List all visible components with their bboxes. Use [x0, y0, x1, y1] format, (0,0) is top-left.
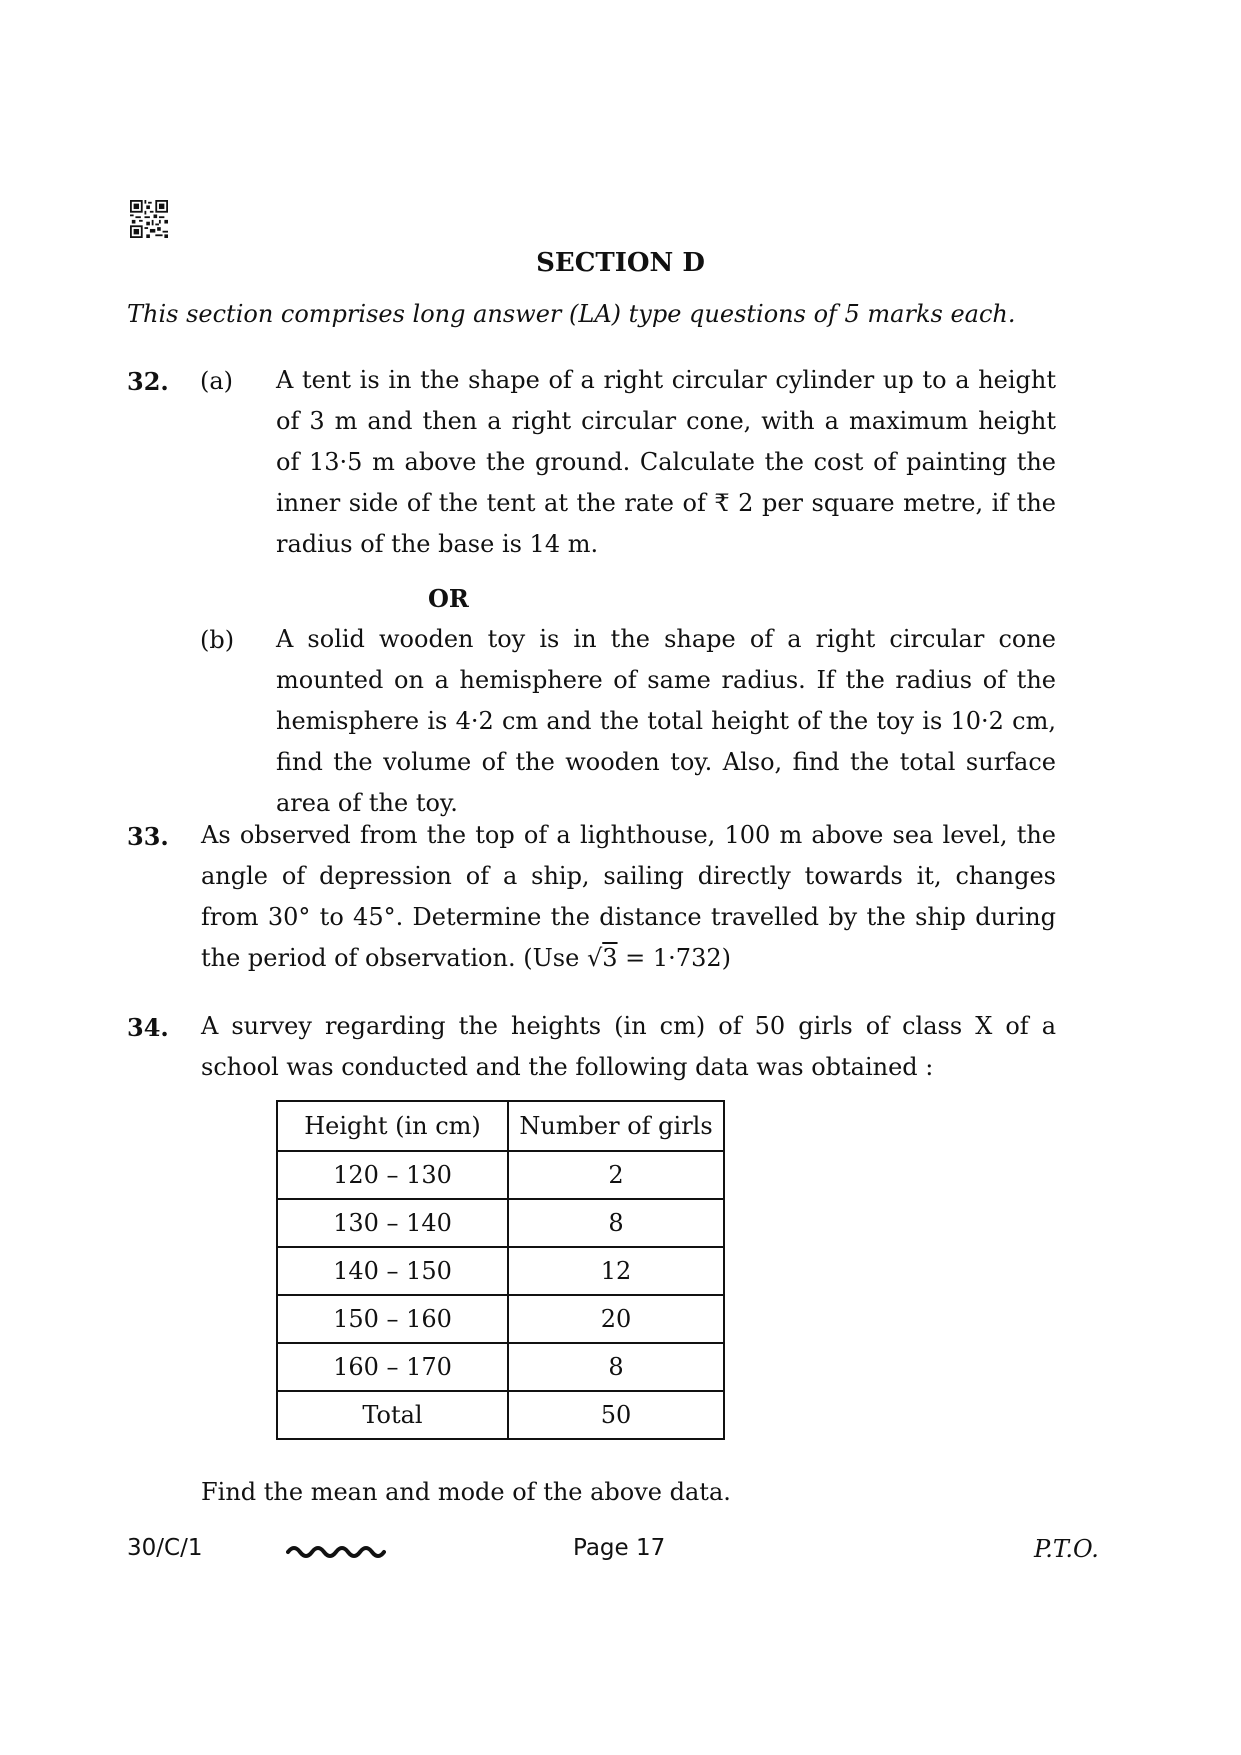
table-row — [277, 1151, 724, 1199]
question-number-34: 34. — [127, 1013, 169, 1042]
section-intro: This section comprises long answer (LA) type questions of 5 marks each. — [127, 300, 1016, 328]
table-cell-count: 8 — [508, 1343, 724, 1391]
question-number-32: 32. — [127, 367, 169, 396]
table-cell-class: 140 – 150 — [277, 1247, 508, 1295]
table-total-row — [277, 1391, 724, 1439]
table-cell-class: 160 – 170 — [277, 1343, 508, 1391]
table-row — [277, 1199, 724, 1247]
table-cell-count: 2 — [508, 1151, 724, 1199]
table-header-height: Height (in cm) — [277, 1101, 508, 1151]
part-label-a: (a) — [200, 367, 234, 395]
sqrt-symbol: √ — [586, 944, 603, 972]
table-header-row — [277, 1101, 724, 1151]
question-32a-text: A tent is in the shape of a right circular cylinder up to a height of 3 m and then a right circular cone, with a maximum height of 13·5 m above the ground. Calculate the cost of painting the inner side of the tent at the rate of ₹ 2 per square metre, if the radius of the base is 14 m. — [276, 366, 1056, 558]
question-32b-text: A solid wooden toy is in the shape of a right circular cone mounted on a hemisphere of same radius. If the radius of the hemisphere is 4·2 cm and the total height of the toy is 10·2 cm, find the volume of the wooden toy. Also, find the total surface area of the toy. — [276, 625, 1056, 817]
table-cell-class: 150 – 160 — [277, 1295, 508, 1343]
table-cell-count: 8 — [508, 1199, 724, 1247]
sqrt-argument: 3 — [602, 944, 618, 972]
table-row — [277, 1295, 724, 1343]
page-number: Page 17 — [573, 1535, 666, 1561]
table-cell-count: 20 — [508, 1295, 724, 1343]
table-header-count: Number of girls — [508, 1101, 724, 1151]
table-cell-count: 12 — [508, 1247, 724, 1295]
table-cell-total-value: 50 — [508, 1391, 724, 1439]
table-row — [277, 1247, 724, 1295]
question-number-33: 33. — [127, 822, 169, 851]
height-data-table — [276, 1100, 725, 1440]
table-row — [277, 1343, 724, 1391]
question-34-text: A survey regarding the heights (in cm) of 50 girls of class X of a school was conducted and the following data was obtained : — [201, 1012, 1056, 1081]
pto-label: P.T.O. — [1034, 1535, 1099, 1563]
qr-code — [130, 200, 168, 238]
question-33-text-after: = 1·732) — [617, 944, 731, 972]
or-label: OR — [428, 584, 469, 613]
section-title: SECTION D — [536, 248, 705, 278]
wave-ornament-icon — [286, 1540, 386, 1560]
table-cell-total-label: Total — [277, 1391, 508, 1439]
table-cell-class: 120 – 130 — [277, 1151, 508, 1199]
table-cell-class: 130 – 140 — [277, 1199, 508, 1247]
question-33-text — [201, 815, 1056, 979]
paper-code: 30/C/1 — [127, 1535, 203, 1561]
part-label-b: (b) — [200, 626, 235, 654]
question-34-closing: Find the mean and mode of the above data. — [201, 1478, 731, 1506]
question-33-text-before: As observed from the top of a lighthouse, 100 m above sea level, the angle of depression of a ship, sailing directly towards it, changes from 30° to 45°. Determine the distance travelled by the ship during the period of observation. (Use — [201, 821, 1056, 972]
